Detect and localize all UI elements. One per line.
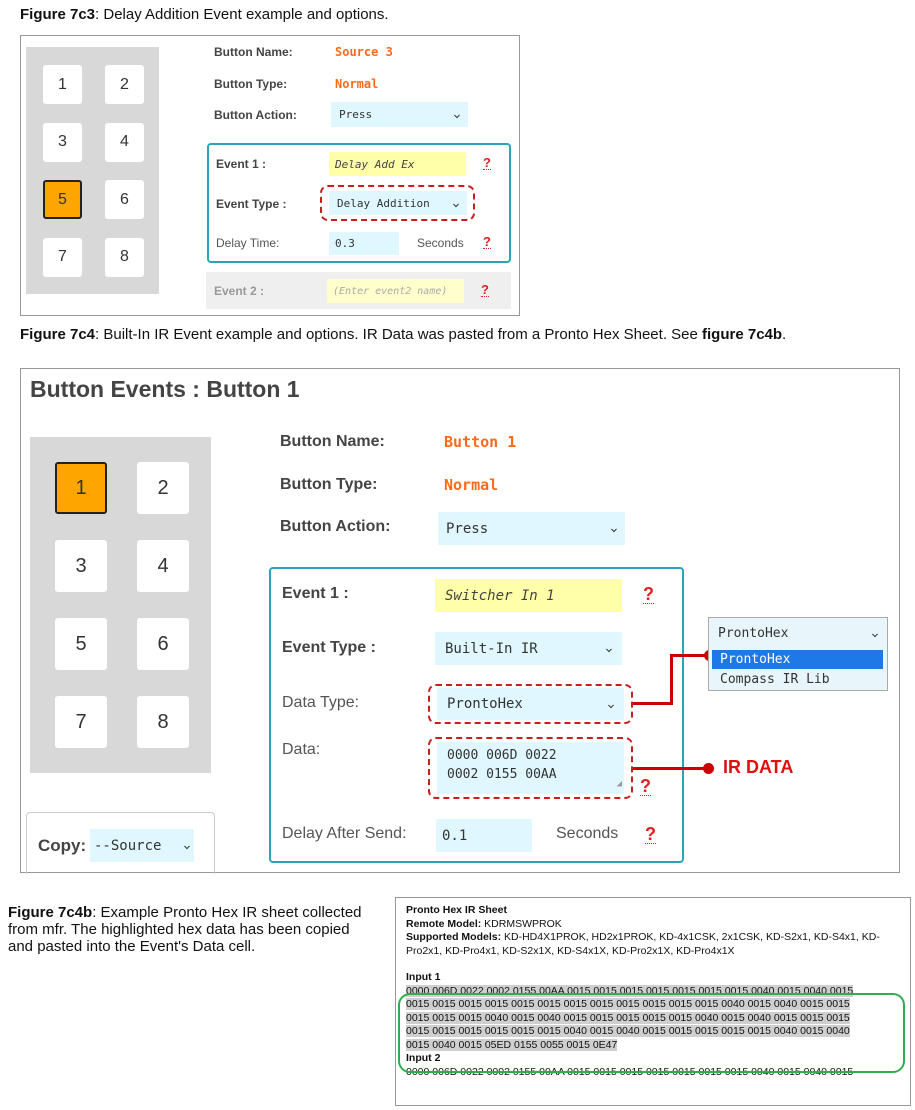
keypad-button-4[interactable]: 4 bbox=[105, 123, 144, 162]
input-value: 0.3 bbox=[335, 237, 355, 250]
dropdown-option-compass-ir-lib[interactable]: Compass IR Lib bbox=[720, 672, 830, 687]
event2-name-input[interactable] bbox=[327, 279, 464, 303]
button-action-label: Button Action: bbox=[214, 108, 297, 122]
button-type-value: Normal bbox=[335, 77, 379, 91]
button-name-value: Button 1 bbox=[444, 433, 517, 451]
event1-label: Event 1 : bbox=[216, 157, 267, 171]
button-name-label: Button Name: bbox=[280, 433, 385, 450]
help-icon[interactable]: ? bbox=[645, 824, 656, 844]
button-action-label: Button Action: bbox=[280, 518, 391, 535]
event1-name-input[interactable] bbox=[329, 152, 466, 176]
connector-dot bbox=[703, 763, 714, 774]
caption-text: : Delay Addition Event example and options. bbox=[95, 6, 389, 23]
keypad-button-4[interactable]: 4 bbox=[137, 540, 189, 592]
caption-ref: figure 7c4b bbox=[702, 326, 783, 343]
help-icon[interactable]: ? bbox=[481, 282, 489, 297]
keypad-button-6[interactable]: 6 bbox=[105, 180, 144, 219]
data-line: 0002 0155 00AA bbox=[447, 767, 557, 782]
delay-time-label: Delay Time: bbox=[216, 236, 280, 250]
keypad-button-3[interactable]: 3 bbox=[43, 123, 82, 162]
caption-text: : Built-In IR Event example and options. IR Data was pasted from a Pronto Hex Sheet. See bbox=[95, 326, 703, 343]
dropdown-option-prontohex[interactable]: ProntoHex bbox=[712, 650, 883, 669]
chevron-down-icon: ⌄ bbox=[604, 643, 614, 654]
input-placeholder: (Enter event2 name) bbox=[333, 285, 448, 297]
event-type-label: Event Type : bbox=[282, 639, 376, 656]
select-value: Built-In IR bbox=[445, 640, 538, 657]
event2-label: Event 2 : bbox=[214, 284, 265, 298]
connector-line bbox=[633, 702, 673, 705]
sheet-title: Pronto Hex IR Sheet bbox=[406, 904, 507, 916]
caption-label: Figure 7c4 bbox=[20, 326, 96, 343]
keypad-button-7[interactable]: 7 bbox=[55, 696, 107, 748]
select-value: ProntoHex bbox=[447, 696, 523, 712]
delay-after-send-label: Delay After Send: bbox=[282, 825, 407, 842]
input1-hex-line: 0015 0015 0015 0040 0015 0040 0015 0015 0015 0015 0015 0040 0015 0040 0015 0015 0015 bbox=[406, 1011, 850, 1024]
connector-line bbox=[670, 654, 673, 705]
keypad-button-6[interactable]: 6 bbox=[137, 618, 189, 670]
figure-7c3-caption bbox=[20, 6, 389, 23]
keypad-button-1[interactable]: 1 bbox=[55, 462, 107, 514]
chevron-down-icon: ⌄ bbox=[606, 698, 616, 710]
input1-hex-line: 0015 0040 0015 05ED 0155 0055 0015 0E47 bbox=[406, 1038, 618, 1051]
select-value: ProntoHex bbox=[718, 626, 789, 641]
caption-label: Figure 7c4b bbox=[8, 904, 93, 921]
data-textarea[interactable] bbox=[437, 742, 624, 794]
caption-end: . bbox=[782, 326, 787, 343]
input1-label: Input 1 bbox=[406, 971, 441, 983]
button-name-label: Button Name: bbox=[214, 45, 293, 59]
data-type-select[interactable] bbox=[437, 688, 624, 720]
dropdown-select[interactable] bbox=[710, 619, 886, 648]
keypad-button-5[interactable]: 5 bbox=[43, 180, 82, 219]
supported-label: Supported Models: bbox=[406, 931, 502, 943]
delay-after-send-input[interactable] bbox=[436, 819, 532, 852]
input1-hex-line: 0015 0015 0015 0015 0015 0015 0040 0015 0040 0015 0015 0015 0015 0015 0040 0015 0040 bbox=[406, 1025, 850, 1037]
keypad-button-8[interactable]: 8 bbox=[105, 238, 144, 277]
chevron-down-icon: ⌄ bbox=[452, 109, 462, 120]
event-type-select[interactable] bbox=[329, 191, 467, 215]
copy-source-select[interactable] bbox=[90, 829, 194, 862]
figure-7c4-caption bbox=[20, 326, 786, 343]
input2-label: Input 2 bbox=[406, 1052, 441, 1064]
keypad-button-7[interactable]: 7 bbox=[43, 238, 82, 277]
event-type-label: Event Type : bbox=[216, 197, 287, 211]
data-type-label: Data Type: bbox=[282, 694, 360, 711]
input2-hex: 0000 006D 0022 0002 0155 00AA 0015 0015 0015 0015 0015 0015 0015 0040 0015 0040 0015 bbox=[406, 1065, 854, 1078]
event1-label: Event 1 : bbox=[282, 585, 349, 602]
input-value: Switcher In 1 bbox=[445, 587, 555, 604]
button-name-value: Source 3 bbox=[335, 45, 393, 59]
select-value: Press bbox=[446, 520, 489, 537]
keypad bbox=[30, 437, 211, 773]
help-icon[interactable]: ? bbox=[640, 776, 651, 796]
chevron-down-icon: ⌄ bbox=[609, 523, 619, 534]
help-icon[interactable]: ? bbox=[483, 155, 491, 170]
seconds-label: Seconds bbox=[417, 236, 464, 250]
remote-value: KDRMSWPROK bbox=[481, 917, 562, 930]
select-value: Press bbox=[339, 108, 373, 121]
highlight-outline bbox=[398, 993, 905, 1073]
button-action-select[interactable] bbox=[438, 512, 625, 545]
button-type-label: Button Type: bbox=[280, 476, 378, 493]
seconds-label: Seconds bbox=[556, 825, 619, 842]
chevron-down-icon: ⌄ bbox=[451, 197, 461, 209]
select-value: --Source bbox=[94, 837, 162, 854]
button-type-value: Normal bbox=[444, 476, 499, 494]
input1-hex-line: 0015 0015 0015 0015 0015 0015 0015 0015 0015 0015 0015 0015 0040 0015 0040 0015 0015 bbox=[406, 998, 850, 1010]
button-action-select[interactable] bbox=[331, 102, 468, 127]
input1-hex-line: 0000 006D 0022 0002 0155 00AA 0015 0015 0015 0015 0015 0015 0015 0040 0015 0040 0015 bbox=[406, 984, 854, 997]
chevron-down-icon: ⌄ bbox=[182, 840, 192, 851]
supported-value: KD-HD4X1PROK, HD2x1PROK, KD-4x1CSK, 2x1CSK, KD-S2x1, KD-S4x1, KD-Pro2x1, KD-Pro4x1, KD-S2x1X, KD-S4x1X, KD-Pro2x1X, KD-Pro4x1X bbox=[406, 931, 880, 957]
keypad-button-8[interactable]: 8 bbox=[137, 696, 189, 748]
data-label: Data: bbox=[282, 741, 321, 758]
caption-text: : Example Pronto Hex IR sheet collected from mfr. The highlighted hex data has been copied and pasted into the Event's Data cell. bbox=[8, 904, 362, 955]
button-type-label: Button Type: bbox=[214, 77, 288, 91]
keypad-button-3[interactable]: 3 bbox=[55, 540, 107, 592]
input-value: 0.1 bbox=[442, 827, 468, 844]
keypad bbox=[26, 47, 159, 294]
keypad-button-2[interactable]: 2 bbox=[137, 462, 189, 514]
event-type-select[interactable] bbox=[435, 632, 622, 665]
keypad-button-5[interactable]: 5 bbox=[55, 618, 107, 670]
help-icon[interactable]: ? bbox=[643, 584, 654, 604]
help-icon[interactable]: ? bbox=[483, 234, 491, 249]
input-value: Delay Add Ex bbox=[335, 157, 415, 171]
event1-name-input[interactable] bbox=[435, 579, 622, 612]
resize-handle-icon[interactable]: ◢ bbox=[616, 779, 622, 789]
ir-data-callout: IR DATA bbox=[723, 757, 794, 777]
chevron-down-icon: ⌄ bbox=[870, 628, 880, 639]
keypad-button-1[interactable]: 1 bbox=[43, 65, 82, 104]
copy-label: Copy: bbox=[38, 836, 87, 855]
remote-label: Remote Model: bbox=[406, 917, 482, 930]
page-title: Button Events : Button 1 bbox=[30, 376, 300, 402]
data-line: 0000 006D 0022 bbox=[447, 748, 557, 763]
caption-label: Figure 7c3 bbox=[20, 6, 96, 23]
connector-line bbox=[633, 767, 708, 770]
delay-time-input[interactable] bbox=[329, 232, 399, 255]
figure-7c4b-caption bbox=[8, 904, 373, 955]
select-value: Delay Addition bbox=[337, 196, 430, 210]
keypad-button-2[interactable]: 2 bbox=[105, 65, 144, 104]
